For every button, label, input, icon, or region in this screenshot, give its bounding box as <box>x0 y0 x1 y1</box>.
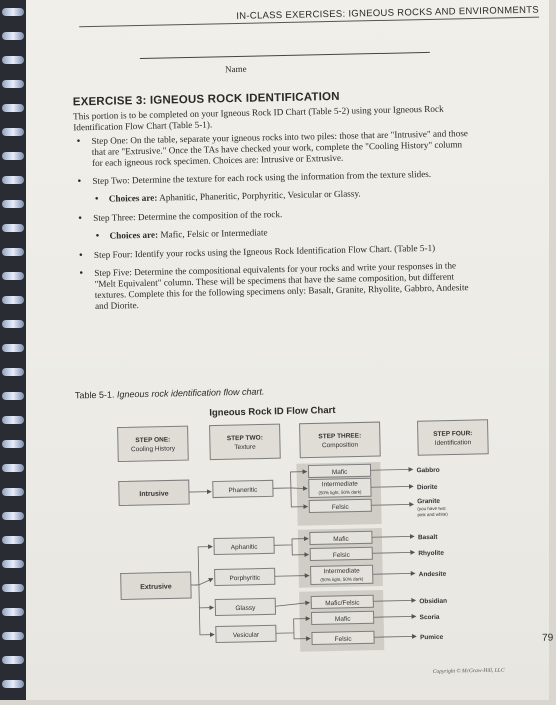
texture-vesicular: Vesicular <box>233 632 260 640</box>
binding-coil <box>2 368 24 376</box>
extrusive-label: Extrusive <box>140 583 172 591</box>
texture-aphanitic: Aphanitic <box>231 544 259 552</box>
rock-scoria: Scoria <box>420 614 440 621</box>
comp-felsic: Felsic <box>332 504 350 511</box>
name-line <box>140 52 430 59</box>
binding-coil <box>2 344 24 352</box>
step-one: • Step One: On the table, separate your igneous rocks into two piles: those that are "Intrusive" and those that are "Extrusive." Once the TAs have checked your work, complete the "Cooling History" column for each igneous rock specimen. Choices are: Intrusive or Extrusive. <box>73 128 474 169</box>
rock-granite: Granite <box>417 498 440 505</box>
texture-choices <box>75 186 475 205</box>
step-three-label: STEP THREE: <box>318 432 361 440</box>
binding-coil <box>2 488 24 496</box>
step-three: • Step Three: Determine the composition of the rock. <box>75 205 475 224</box>
exercise-title: EXERCISE 3: IGNEOUS ROCK IDENTIFICATION <box>73 91 340 109</box>
binding-coil <box>2 656 24 664</box>
binding-coil <box>2 200 24 208</box>
comp-mafic-3: Mafic <box>335 616 351 623</box>
binding-coil <box>2 608 24 616</box>
binding-coil <box>2 512 24 520</box>
binding-coil <box>2 464 24 472</box>
table-caption-text: Igneous rock identification flow chart. <box>117 386 265 399</box>
rock-obsidian: Obsidian <box>419 598 447 606</box>
binding-coil <box>2 584 24 592</box>
flow-chart-title: Igneous Rock ID Flow Chart <box>209 405 335 419</box>
binding-coil <box>2 440 24 448</box>
binding-coil <box>2 536 24 544</box>
comp-mafic-felsic: Mafic/Felsic <box>325 600 360 608</box>
choices-label: Choices are: <box>109 193 158 204</box>
comp-intermediate-note-2: (50% light, 50% dark) <box>320 576 364 582</box>
rock-basalt: Basalt <box>418 534 438 541</box>
comp-mafic-2: Mafic <box>333 536 349 543</box>
intrusive-label: Intrusive <box>139 490 168 498</box>
texture-phaneritic: Phaneritic <box>228 487 258 495</box>
binding-coil <box>2 392 24 400</box>
choices-text: Mafic, Felsic or Intermediate <box>160 227 267 239</box>
binding-coil <box>2 152 24 160</box>
binding-coil <box>2 680 24 688</box>
page-header: IN-CLASS EXERCISES: IGNEOUS ROCKS AND ENVIRONMENTS <box>79 5 539 28</box>
step-four-label: STEP FOUR: <box>433 430 472 438</box>
step-list <box>73 128 477 319</box>
copyright-footer: Copyright © McGraw-Hill, LLC <box>433 667 505 675</box>
binding-coil <box>2 224 24 232</box>
table-caption-prefix: Table 5-1. <box>75 390 115 401</box>
step-one-sub: Cooling History <box>131 445 176 453</box>
step-four: • Step Four: Identify your rocks using the Igneous Rock Identification Flow Chart. (Table 5-1) <box>76 242 476 261</box>
composition-choices <box>75 223 475 242</box>
choices-label: Choices are: <box>109 230 158 241</box>
comp-felsic-3: Felsic <box>335 636 353 643</box>
rock-diorite: Diorite <box>417 484 438 491</box>
step-two: • Step Two: Determine the texture for each rock using the information from the texture slides. <box>74 168 474 187</box>
comp-intermediate-note: (50% light, 50% dark) <box>318 489 362 495</box>
rock-andesite: Andesite <box>419 571 447 579</box>
step-three-sub: Composition <box>322 442 359 450</box>
texture-porphyritic: Porphyritic <box>229 575 261 583</box>
page-number: 79 <box>542 632 553 643</box>
binding-coil <box>2 272 24 280</box>
flow-chart <box>100 415 525 664</box>
step-two-sub: Texture <box>234 444 256 451</box>
comp-felsic-2: Felsic <box>333 552 351 559</box>
binding-coil <box>2 176 24 184</box>
comp-mafic: Mafic <box>332 469 348 476</box>
step-five: • Step Five: Determine the compositional equivalents for your rocks and write your responses in the "Melt Equivalent" column. These will be specimens that have the same composition, but different textures. Complete this for the following specimens only: Basalt, Granite, Rhyolite, Gabbro, Andesite and Diorite. <box>76 260 477 312</box>
exercise-intro: This portion is to be completed on your Igneous Rock ID Chart (Table 5-2) using your Igneous Rock Identification Flow Chart (Table 5-1). <box>73 103 463 133</box>
rock-pumice: Pumice <box>420 634 444 641</box>
binding-coil <box>2 248 24 256</box>
rock-gabbro: Gabbro <box>416 467 439 474</box>
binding-coil <box>2 416 24 424</box>
granite-note-2: pink and white) <box>417 512 448 518</box>
step-four-sub: Identification <box>435 439 472 447</box>
binding-coil <box>2 320 24 328</box>
rock-rhyolite: Rhyolite <box>418 550 444 558</box>
table-caption <box>75 386 265 400</box>
name-label: Name <box>225 64 247 74</box>
binding-coil <box>2 560 24 568</box>
choices-text: Aphanitic, Phaneritic, Porphyritic, Vesicular or Glassy. <box>159 188 361 202</box>
comp-intermediate-2: Intermediate <box>324 567 361 575</box>
step-one-label: STEP ONE: <box>135 436 170 444</box>
texture-glassy: Glassy <box>235 605 256 612</box>
granite-note-1: (you have two: <box>417 506 446 512</box>
binding-coil <box>2 632 24 640</box>
comp-intermediate: Intermediate <box>322 481 359 489</box>
binding-coil <box>2 296 24 304</box>
step-two-label: STEP TWO: <box>227 435 263 443</box>
workbook-page <box>26 0 549 700</box>
